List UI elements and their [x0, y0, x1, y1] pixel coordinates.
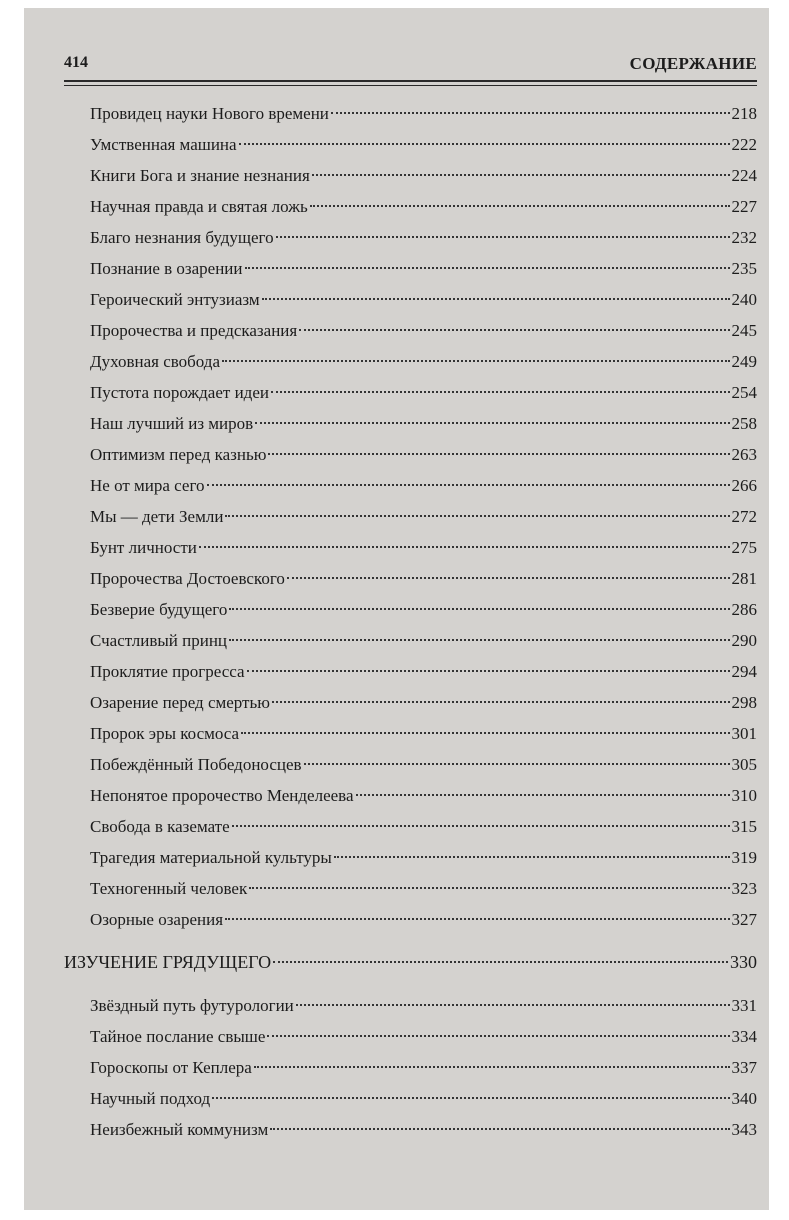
- toc-page-number: 275: [731, 538, 757, 557]
- toc-dot-leader: [207, 484, 730, 486]
- toc-entry-row: [90, 439, 757, 470]
- toc-entry-row: [90, 594, 757, 625]
- toc-dot-leader: [268, 453, 729, 455]
- toc-page-number: 290: [731, 631, 757, 650]
- toc-entry-row: [90, 501, 757, 532]
- toc-entry-row: [90, 377, 757, 408]
- toc-entry-row: [90, 284, 757, 315]
- toc-dot-leader: [310, 205, 730, 207]
- toc-page-number: 343: [731, 1120, 757, 1139]
- toc-entry-row: [90, 904, 757, 935]
- toc-entry-title: Тайное послание свыше: [90, 1027, 266, 1046]
- toc-page-number: 286: [731, 600, 757, 619]
- toc-entry-title: Умственная машина: [90, 135, 237, 154]
- toc-entry-title: Бунт личности: [90, 538, 197, 557]
- toc-page-number: 224: [731, 166, 757, 185]
- toc-entry-title: Не от мира сего: [90, 476, 205, 495]
- toc-entry-row: [90, 990, 757, 1021]
- toc-page-number: 218: [731, 104, 757, 123]
- toc-dot-leader: [232, 825, 730, 827]
- toc-entry-title: Звёздный путь футурологии: [90, 996, 294, 1015]
- toc-entry-title: Книги Бога и знание незнания: [90, 166, 310, 185]
- toc-dot-leader: [245, 267, 730, 269]
- toc-page-number: 298: [731, 693, 757, 712]
- toc-page-number: 301: [731, 724, 757, 743]
- toc-page-number: 254: [731, 383, 757, 402]
- toc-entry-title: Счастливый принц: [90, 631, 228, 650]
- toc-entry-row: [90, 873, 757, 904]
- toc-entry-row: [90, 563, 757, 594]
- toc-entry-row: [90, 811, 757, 842]
- toc-entry-title: Оптимизм перед казнью: [90, 445, 267, 464]
- toc-dot-leader: [262, 298, 730, 300]
- toc-entry-title: Благо незнания будущего: [90, 228, 274, 247]
- toc-entry-title: Свобода в каземате: [90, 817, 230, 836]
- toc-page-number: 245: [731, 321, 757, 340]
- toc-dot-leader: [299, 329, 729, 331]
- toc-entry-title: Гороскопы от Кеплера: [90, 1058, 252, 1077]
- toc-entry-row: [90, 656, 757, 687]
- toc-entry-title: Непонятое пророчество Менделеева: [90, 786, 354, 805]
- toc-dot-leader: [199, 546, 730, 548]
- toc-entry-title: Проклятие прогресса: [90, 662, 245, 681]
- toc-entry-title: Наш лучший из миров: [90, 414, 254, 433]
- toc-entry-title: Озорные озарения: [90, 910, 224, 929]
- toc-dot-leader: [229, 608, 729, 610]
- toc-dot-leader: [296, 1004, 730, 1006]
- toc-dot-leader: [272, 701, 730, 703]
- toc-entry-title: Неизбежный коммунизм: [90, 1120, 269, 1139]
- toc-page-number: 272: [731, 507, 757, 526]
- toc-section-row: [64, 947, 757, 978]
- toc-entry-title: Духовная свобода: [90, 352, 220, 371]
- toc-page-number: 331: [731, 996, 757, 1015]
- toc-page-number: 340: [731, 1089, 757, 1108]
- toc-dot-leader: [276, 236, 730, 238]
- toc-page-number: 266: [731, 476, 757, 495]
- toc-dot-leader: [287, 577, 730, 579]
- header-rule-thin: [64, 85, 757, 86]
- toc-entry-row: [90, 191, 757, 222]
- toc-entry-title: Пророк эры космоса: [90, 724, 240, 743]
- toc-entry-row: [90, 625, 757, 656]
- toc-entry-title: Мы — дети Земли: [90, 507, 224, 526]
- toc-entry-title: Пророчества Достоевского: [90, 569, 285, 588]
- toc-dot-leader: [356, 794, 730, 796]
- toc-page-number: 327: [731, 910, 757, 929]
- toc-entry-title: Озарение перед смертью: [90, 693, 270, 712]
- toc-page-number: 227: [731, 197, 757, 216]
- toc-section-title: ИЗУЧЕНИЕ ГРЯДУЩЕГО: [64, 952, 272, 972]
- toc-entry-row: [90, 470, 757, 501]
- toc-dot-leader: [254, 1066, 730, 1068]
- toc-entry-title: Трагедия материальной культуры: [90, 848, 332, 867]
- toc-dot-leader: [225, 918, 729, 920]
- toc-entry-row: [90, 749, 757, 780]
- toc-entry-title: Пророчества и предсказания: [90, 321, 298, 340]
- toc-page-number: 330: [730, 952, 757, 972]
- toc-page-number: 258: [731, 414, 757, 433]
- toc-dot-leader: [312, 174, 730, 176]
- toc-page-number: 222: [731, 135, 757, 154]
- toc-dot-leader: [271, 391, 730, 393]
- toc-dot-leader: [331, 112, 730, 114]
- toc-entry-row: [90, 222, 757, 253]
- toc-entry-title: Познание в озарении: [90, 259, 243, 278]
- toc-page-number: 310: [731, 786, 757, 805]
- toc-dot-leader: [334, 856, 730, 858]
- toc-entry-row: [90, 408, 757, 439]
- toc-entry-row: [90, 718, 757, 749]
- toc-entry-title: Провидец науки Нового времени: [90, 104, 329, 123]
- toc-page-number: 232: [731, 228, 757, 247]
- toc-entry-row: [90, 842, 757, 873]
- toc-dot-leader: [222, 360, 730, 362]
- toc-entry-title: Героический энтузиазм: [90, 290, 260, 309]
- toc-dot-leader: [304, 763, 730, 765]
- toc-dot-leader: [267, 1035, 729, 1037]
- toc-page-number: 305: [731, 755, 757, 774]
- toc-dot-leader: [225, 515, 729, 517]
- page-number: 414: [64, 54, 88, 71]
- toc-dot-leader: [273, 961, 728, 963]
- toc-page-number: 294: [731, 662, 757, 681]
- toc-page-number: 315: [731, 817, 757, 836]
- toc-entry-row: [90, 1114, 757, 1145]
- toc-dot-leader: [249, 887, 729, 889]
- toc-page-number: 337: [731, 1058, 757, 1077]
- toc-entry-row: [90, 780, 757, 811]
- toc-page-number: 249: [731, 352, 757, 371]
- toc-dot-leader: [239, 143, 730, 145]
- toc-page-number: 240: [731, 290, 757, 309]
- toc-page-number: 334: [731, 1027, 757, 1046]
- toc-entry-title: Побеждённый Победоносцев: [90, 755, 302, 774]
- toc-dot-leader: [270, 1128, 729, 1130]
- toc-dot-leader: [247, 670, 730, 672]
- toc-entry-title: Безверие будущего: [90, 600, 228, 619]
- header-rule-thick: [64, 80, 757, 82]
- toc-entry-row: [90, 98, 757, 129]
- toc-entry-title: Техногенный человек: [90, 879, 248, 898]
- toc-entry-row: [90, 532, 757, 563]
- toc-page-number: 235: [731, 259, 757, 278]
- toc-dot-leader: [212, 1097, 729, 1099]
- toc-entry-row: [90, 129, 757, 160]
- toc-page-number: 323: [731, 879, 757, 898]
- running-title: СОДЕРЖАНИЕ: [629, 54, 757, 73]
- toc-entry-row: [90, 253, 757, 284]
- toc-entry-title: Научная правда и святая ложь: [90, 197, 308, 216]
- page-header: [64, 54, 757, 78]
- toc-entry-row: [90, 1021, 757, 1052]
- toc-page-number: 263: [731, 445, 757, 464]
- table-of-contents: [64, 98, 757, 1145]
- toc-dot-leader: [255, 422, 729, 424]
- toc-entry-title: Пустота порождает идеи: [90, 383, 269, 402]
- toc-dot-leader: [241, 732, 729, 734]
- toc-entry-row: [90, 1083, 757, 1114]
- toc-entry-title: Научный подход: [90, 1089, 211, 1108]
- toc-entry-row: [90, 160, 757, 191]
- toc-page-number: 319: [731, 848, 757, 867]
- toc-entry-row: [90, 346, 757, 377]
- toc-dot-leader: [229, 639, 729, 641]
- toc-entry-row: [90, 315, 757, 346]
- toc-entry-row: [90, 687, 757, 718]
- toc-entry-row: [90, 1052, 757, 1083]
- toc-page-number: 281: [731, 569, 757, 588]
